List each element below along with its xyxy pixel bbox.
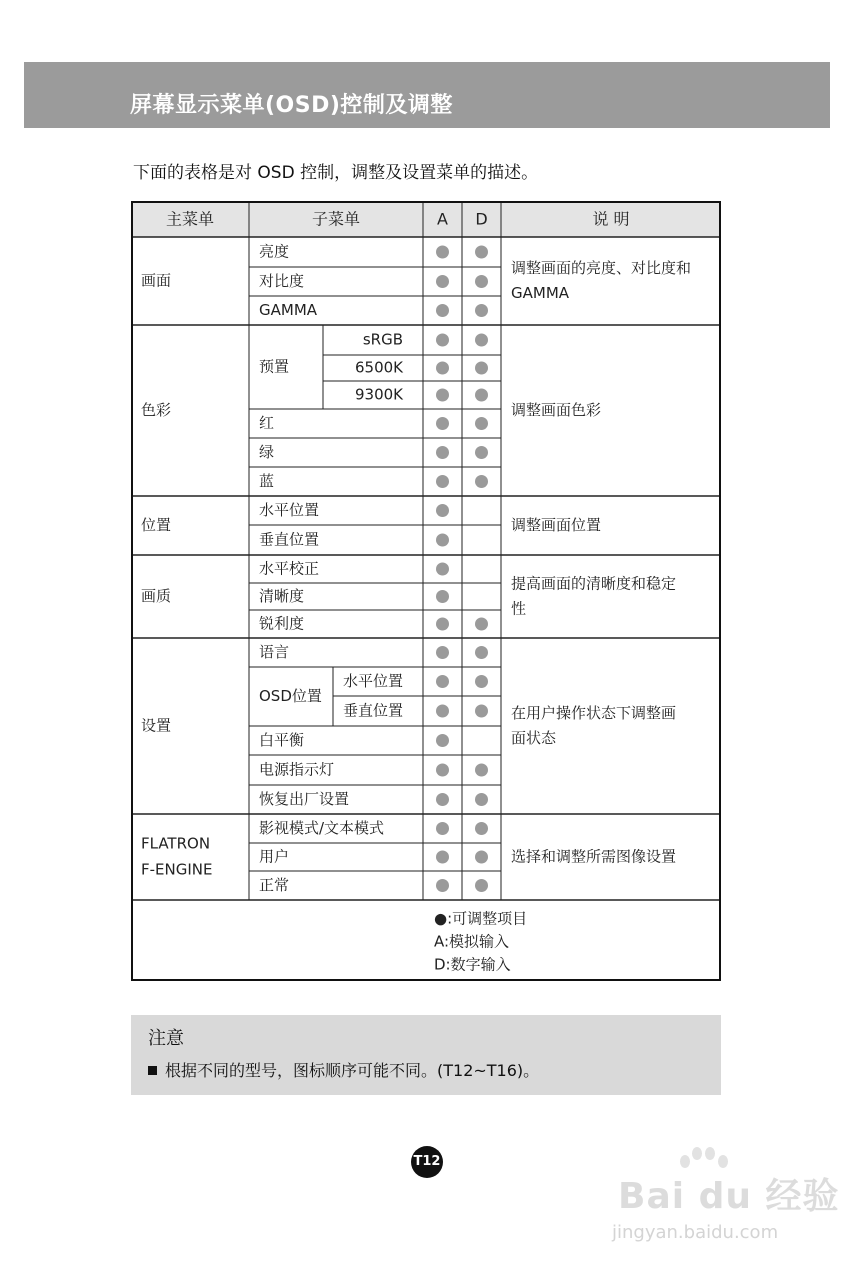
submenu-item: 正常 <box>259 876 290 894</box>
intro-text: 下面的表格是对 OSD 控制，调整及设置菜单的描述。 <box>133 163 539 183</box>
legend-item: ●:可调整项目 <box>434 909 528 928</box>
description-text: GAMMA <box>511 284 570 302</box>
note-title: 注意 <box>148 1028 184 1049</box>
dot-icon <box>475 705 488 718</box>
submenu-item: 亮度 <box>259 242 290 261</box>
submenu-item: 水平校正 <box>259 559 320 578</box>
submenu-sub-item: 6500K <box>354 358 403 377</box>
submenu-item: GAMMA <box>259 301 318 319</box>
main-menu-item: 画质 <box>141 587 172 605</box>
submenu-item: 语言 <box>259 643 290 661</box>
submenu-item: 白平衡 <box>259 731 305 749</box>
dot-icon <box>436 734 449 747</box>
page-number-badge: T12 <box>411 1146 443 1178</box>
dot-icon <box>475 879 488 892</box>
watermark-url: jingyan.baidu.com <box>612 1222 779 1243</box>
description-text: 在用户操作状态下调整画 <box>511 704 677 722</box>
dot-icon <box>475 675 488 688</box>
note-text: 根据不同的型号，图标顺序可能不同。(T12~T16)。 <box>165 1061 540 1080</box>
dot-icon <box>436 275 449 288</box>
dot-icon <box>475 646 488 659</box>
submenu-item: 对比度 <box>259 272 305 290</box>
note-box <box>131 1015 721 1095</box>
submenu-sub-item: sRGB <box>362 330 403 349</box>
submenu-item: 绿 <box>259 443 275 461</box>
dot-icon <box>436 618 449 631</box>
dot-icon <box>475 822 488 835</box>
dot-icon <box>436 764 449 777</box>
table-header-cell: D <box>475 209 488 229</box>
legend-item: A:模拟输入 <box>434 932 510 951</box>
description-text: 调整画面的亮度、对比度和 <box>511 259 692 277</box>
dot-icon <box>475 389 488 402</box>
description-text: 选择和调整所需图像设置 <box>511 847 677 866</box>
table-header-bg <box>131 201 721 237</box>
table-header-cell: 说 明 <box>592 209 630 229</box>
legend-item: D:数字输入 <box>434 955 511 974</box>
table-header-cell: A <box>437 209 448 229</box>
main-menu-item: F-ENGINE <box>141 860 213 879</box>
dot-icon <box>436 793 449 806</box>
dot-icon <box>436 563 449 576</box>
dot-icon <box>475 851 488 864</box>
submenu-sub-item: 水平位置 <box>342 672 403 690</box>
submenu-item: OSD位置 <box>259 687 322 705</box>
dot-icon <box>475 275 488 288</box>
dot-icon <box>436 475 449 488</box>
dot-icon <box>436 822 449 835</box>
submenu-item: 预置 <box>259 357 290 376</box>
dot-icon <box>436 675 449 688</box>
submenu-sub-item: 9300K <box>354 385 403 404</box>
dot-icon <box>436 504 449 517</box>
dot-icon <box>436 590 449 603</box>
dot-icon <box>436 304 449 317</box>
dot-icon <box>436 646 449 659</box>
dot-icon <box>475 764 488 777</box>
table-header-cell: 主菜单 <box>165 209 215 229</box>
dot-icon <box>436 705 449 718</box>
main-menu-item: 设置 <box>141 716 172 735</box>
dot-icon <box>436 389 449 402</box>
dot-icon <box>436 417 449 430</box>
description-text: 性 <box>511 599 527 618</box>
submenu-sub-item: 垂直位置 <box>342 701 403 720</box>
watermark-logo: Bai du 经验 <box>618 1176 840 1217</box>
submenu-item: 清晰度 <box>259 587 305 605</box>
submenu-item: 蓝 <box>259 472 275 490</box>
main-menu-item: FLATRON <box>141 834 211 853</box>
dot-icon <box>475 793 488 806</box>
main-menu-item: 画面 <box>141 271 172 290</box>
submenu-item: 垂直位置 <box>259 530 320 549</box>
bullet-square-icon <box>148 1066 157 1075</box>
dot-icon <box>436 534 449 547</box>
description-text: 提高画面的清晰度和稳定 <box>511 574 677 593</box>
dot-icon <box>436 334 449 347</box>
submenu-item: 水平位置 <box>259 501 320 519</box>
dot-icon <box>436 879 449 892</box>
submenu-item: 电源指示灯 <box>259 760 335 779</box>
dot-icon <box>475 362 488 375</box>
submenu-item: 用户 <box>259 847 290 866</box>
dot-icon <box>475 417 488 430</box>
submenu-item: 恢复出厂设置 <box>259 790 350 808</box>
page-title: 屏幕显示菜单(OSD)控制及调整 <box>130 93 453 118</box>
main-menu-item: 位置 <box>141 516 172 534</box>
submenu-item: 红 <box>259 414 275 432</box>
table-header-cell: 子菜单 <box>311 209 361 229</box>
main-menu-item: 色彩 <box>141 401 172 419</box>
description-text: 面状态 <box>511 729 557 747</box>
dot-icon <box>436 851 449 864</box>
dot-icon <box>436 446 449 459</box>
dot-icon <box>475 475 488 488</box>
dot-icon <box>475 618 488 631</box>
note-line <box>148 1058 539 1081</box>
dot-icon <box>475 246 488 259</box>
dot-icon <box>436 362 449 375</box>
dot-icon <box>475 304 488 317</box>
osd-menu-table <box>131 201 721 981</box>
dot-icon <box>436 246 449 259</box>
dot-icon <box>475 334 488 347</box>
submenu-item: 锐利度 <box>259 614 305 633</box>
description-text: 调整画面位置 <box>511 516 602 534</box>
dot-icon <box>475 446 488 459</box>
submenu-item: 影视模式/文本模式 <box>259 819 385 837</box>
description-text: 调整画面色彩 <box>511 401 602 419</box>
